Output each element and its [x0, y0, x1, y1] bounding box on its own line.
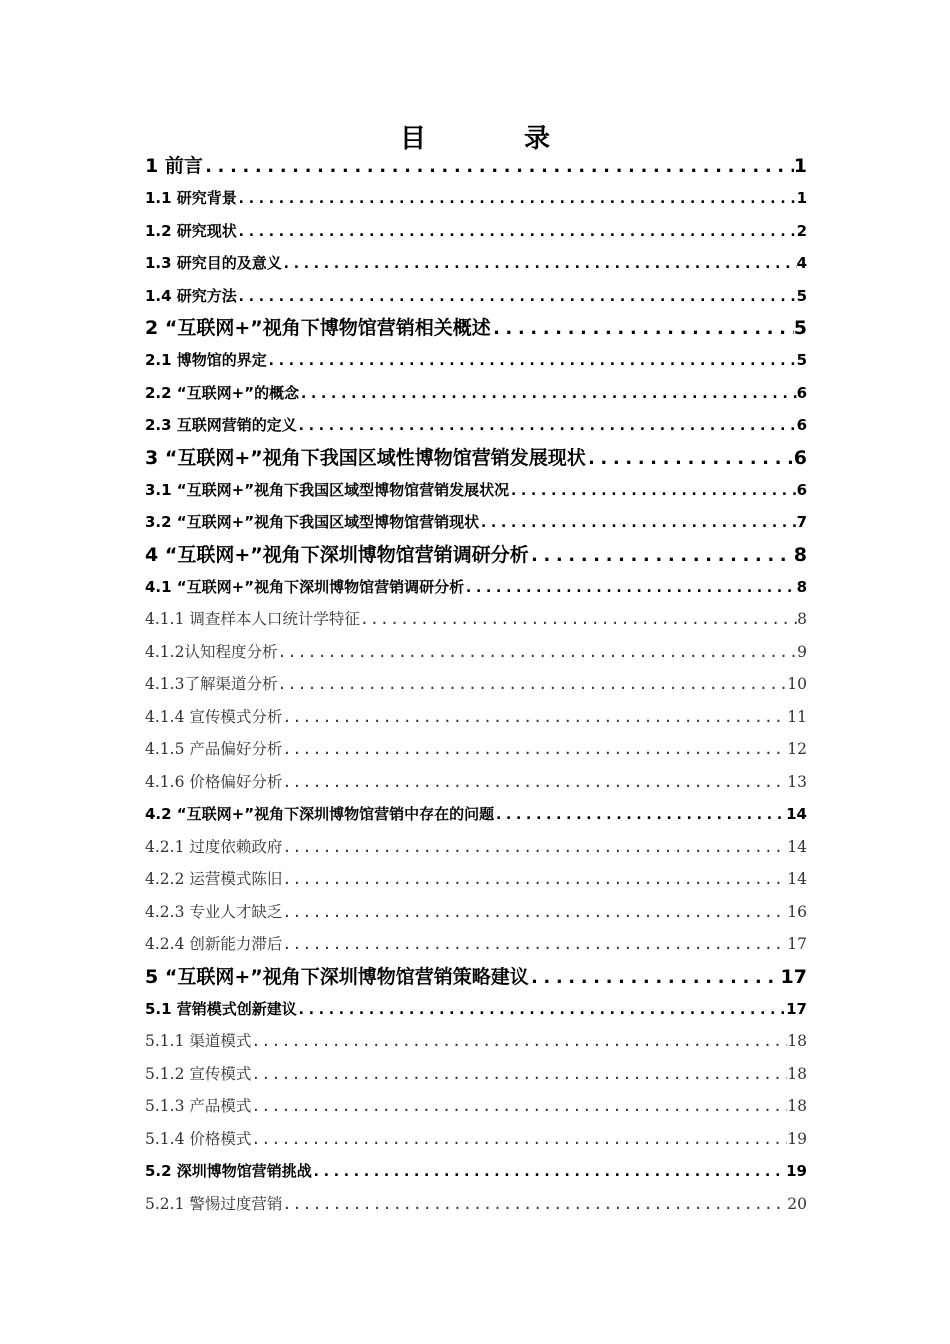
toc-entry-label: 3.1 “互联网+”视角下我国区域型博物馆营销发展状况	[145, 480, 510, 499]
toc-entry-label: 5.1.3 产品模式	[145, 1097, 252, 1115]
toc-entry-label: 4.1.5 产品偏好分析	[145, 740, 283, 758]
toc-entry-label: 4 “互联网+”视角下深圳博物馆营销调研分析	[145, 543, 529, 566]
toc-entry-page: 6	[796, 383, 807, 402]
toc-entry-page: 11	[787, 707, 807, 726]
toc-entry-label: 5.1.2 宣传模式	[145, 1064, 252, 1083]
toc-entry-label: 2.2 “互联网+”的概念	[145, 383, 300, 402]
toc-leader-dots	[282, 863, 787, 896]
toc-leader-dots	[282, 733, 787, 766]
toc-entry[interactable]	[145, 1155, 807, 1188]
toc-leader-dots	[529, 961, 781, 993]
toc-leader-dots	[297, 993, 786, 1026]
toc-entry-page: 20	[787, 1194, 807, 1213]
toc-list	[145, 150, 807, 1220]
toc-entry[interactable]	[145, 831, 807, 864]
toc-entry-page: 17	[786, 999, 807, 1018]
toc-entry-page: 17	[787, 935, 807, 953]
toc-entry[interactable]	[145, 150, 807, 182]
toc-entry[interactable]	[145, 474, 807, 507]
toc-entry[interactable]	[145, 798, 807, 831]
toc-entry-label: 4.2.2 运营模式陈旧	[145, 870, 283, 888]
toc-entry-label: 4.1.6 价格偏好分析	[145, 772, 283, 791]
toc-entry[interactable]	[145, 377, 807, 410]
toc-entry-page: 17	[780, 965, 807, 988]
toc-entry[interactable]	[145, 701, 807, 734]
toc-leader-dots	[251, 1090, 787, 1123]
toc-leader-dots	[282, 247, 797, 280]
toc-entry-page: 7	[796, 513, 807, 531]
toc-entry[interactable]	[145, 896, 807, 929]
toc-leader-dots	[299, 377, 796, 410]
toc-entry-page: 5	[793, 317, 807, 339]
toc-leader-dots	[237, 215, 797, 248]
toc-entry-page: 19	[786, 1162, 807, 1180]
toc-entry[interactable]	[145, 312, 807, 344]
toc-entry-label: 4.1.4 宣传模式分析	[145, 707, 283, 726]
toc-leader-dots	[282, 831, 787, 864]
toc-entry-label: 4.1.1 调查样本人口统计学特征	[145, 610, 360, 628]
toc-entry-page: 1	[793, 155, 807, 177]
toc-entry-label: 2 “互联网+”视角下博物馆营销相关概述	[145, 317, 491, 339]
toc-entry-page: 10	[787, 675, 807, 693]
toc-leader-dots	[203, 150, 794, 182]
toc-leader-dots	[479, 506, 796, 539]
toc-entry[interactable]	[145, 571, 807, 604]
toc-leader-dots	[282, 1188, 787, 1221]
toc-title: 目 录	[399, 124, 586, 154]
toc-entry[interactable]	[145, 539, 807, 571]
toc-entry-page: 12	[787, 740, 807, 758]
toc-entry-label: 4.1.3了解渠道分析	[145, 675, 278, 693]
toc-entry[interactable]	[145, 636, 807, 669]
toc-entry-label: 5.2.1 警惕过度营销	[145, 1194, 283, 1213]
toc-leader-dots	[529, 539, 794, 571]
toc-entry[interactable]	[145, 1090, 807, 1123]
toc-leader-dots	[297, 409, 797, 442]
toc-leader-dots	[282, 896, 787, 929]
toc-entry[interactable]	[145, 344, 807, 377]
toc-entry[interactable]	[145, 1188, 807, 1221]
toc-leader-dots	[277, 636, 797, 669]
toc-leader-dots	[282, 928, 787, 961]
toc-entry-page: 6	[793, 446, 807, 469]
toc-entry[interactable]	[145, 766, 807, 799]
toc-entry-label: 1 前言	[145, 155, 203, 177]
toc-entry-page: 5	[796, 351, 807, 369]
toc-leader-dots	[586, 442, 794, 474]
toc-entry[interactable]	[145, 182, 807, 215]
toc-entry-label: 4.2.4 创新能力滞后	[145, 935, 283, 953]
toc-entry[interactable]	[145, 863, 807, 896]
toc-entry-label: 1.2 研究现状	[145, 221, 237, 240]
toc-entry-label: 5.1 营销模式创新建议	[145, 999, 297, 1018]
toc-entry-page: 5	[796, 286, 807, 305]
toc-entry-page: 4	[796, 254, 807, 272]
toc-entry-page: 9	[797, 642, 807, 661]
toc-leader-dots	[251, 1058, 787, 1091]
toc-entry[interactable]	[145, 247, 807, 280]
toc-entry[interactable]	[145, 215, 807, 248]
toc-entry-page: 1	[796, 189, 807, 207]
toc-entry-label: 2.1 博物馆的界定	[145, 351, 267, 369]
toc-entry-page: 8	[796, 577, 807, 596]
toc-entry-label: 1.3 研究目的及意义	[145, 254, 282, 272]
toc-leader-dots	[237, 182, 797, 215]
toc-entry-page: 14	[787, 870, 807, 888]
toc-entry-label: 4.1.2认知程度分析	[145, 642, 278, 661]
toc-entry-page: 19	[787, 1129, 807, 1148]
toc-entry[interactable]	[145, 928, 807, 961]
toc-entry-page: 13	[787, 772, 807, 791]
toc-leader-dots	[464, 571, 796, 604]
toc-leader-dots	[360, 603, 797, 636]
toc-entry[interactable]	[145, 409, 807, 442]
toc-entry-page: 14	[787, 837, 807, 856]
toc-entry-page: 8	[797, 610, 807, 628]
toc-entry-label: 5.1.1 渠道模式	[145, 1032, 252, 1050]
toc-entry-label: 5.1.4 价格模式	[145, 1129, 252, 1148]
toc-entry-page: 2	[796, 221, 807, 240]
toc-entry[interactable]	[145, 993, 807, 1026]
toc-entry[interactable]	[145, 668, 807, 701]
toc-entry-label: 5 “互联网+”视角下深圳博物馆营销策略建议	[145, 965, 529, 988]
toc-entry-label: 3 “互联网+”视角下我国区域性博物馆营销发展现状	[145, 446, 586, 469]
toc-entry-label: 4.1 “互联网+”视角下深圳博物馆营销调研分析	[145, 577, 465, 596]
toc-entry-page: 18	[787, 1064, 807, 1083]
toc-entry[interactable]	[145, 603, 807, 636]
toc-entry-label: 1.1 研究背景	[145, 189, 237, 207]
toc-leader-dots	[282, 766, 787, 799]
toc-entry[interactable]	[145, 506, 807, 539]
toc-entry-label: 4.2 “互联网+”视角下深圳博物馆营销中存在的问题	[145, 805, 495, 823]
toc-entry-page: 8	[793, 543, 807, 566]
toc-leader-dots	[494, 798, 786, 831]
toc-leader-dots	[312, 1155, 786, 1188]
toc-leader-dots	[251, 1123, 787, 1156]
toc-entry-page: 6	[796, 480, 807, 499]
toc-leader-dots	[267, 344, 797, 377]
toc-entry-page: 6	[796, 416, 807, 434]
toc-entry-label: 2.3 互联网营销的定义	[145, 416, 297, 434]
toc-entry[interactable]	[145, 733, 807, 766]
toc-entry-label: 3.2 “互联网+”视角下我国区域型博物馆营销现状	[145, 513, 480, 531]
toc-entry[interactable]	[145, 1123, 807, 1156]
toc-entry[interactable]	[145, 280, 807, 313]
toc-leader-dots	[251, 1025, 787, 1058]
toc-entry-page: 18	[787, 1097, 807, 1115]
toc-entry-page: 14	[786, 805, 807, 823]
toc-entry-label: 4.2.3 专业人才缺乏	[145, 902, 283, 921]
toc-entry-label: 4.2.1 过度依赖政府	[145, 837, 283, 856]
toc-entry[interactable]	[145, 1058, 807, 1091]
toc-leader-dots	[491, 312, 794, 344]
toc-entry[interactable]	[145, 961, 807, 993]
toc-entry[interactable]	[145, 1025, 807, 1058]
toc-leader-dots	[282, 701, 787, 734]
toc-leader-dots	[277, 668, 787, 701]
toc-leader-dots	[509, 474, 796, 507]
toc-leader-dots	[237, 280, 797, 313]
toc-entry-label: 5.2 深圳博物馆营销挑战	[145, 1162, 312, 1180]
toc-entry-label: 1.4 研究方法	[145, 286, 237, 305]
toc-entry[interactable]	[145, 442, 807, 474]
toc-entry-page: 18	[787, 1032, 807, 1050]
toc-entry-page: 16	[787, 902, 807, 921]
